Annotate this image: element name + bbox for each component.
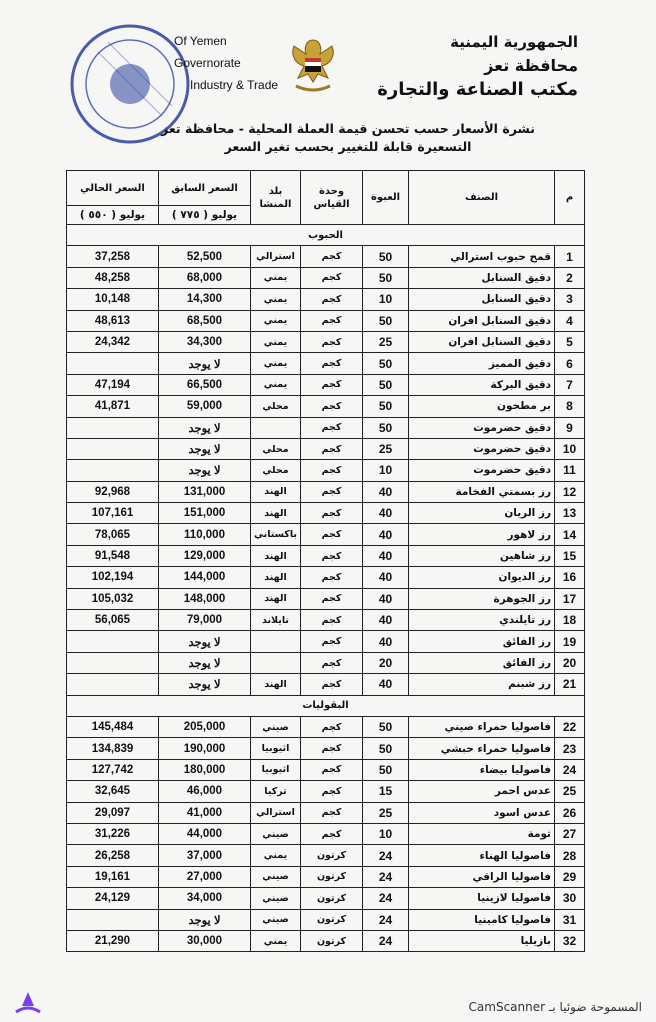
row-item-name: عدس اسود — [409, 802, 555, 823]
row-origin: يمني — [251, 845, 301, 866]
row-prev-price: 68,500 — [159, 310, 251, 331]
row-number: 9 — [555, 417, 585, 438]
row-curr-price — [67, 631, 159, 652]
row-origin — [251, 417, 301, 438]
row-unit: كجم — [301, 353, 363, 374]
row-pack: 50 — [363, 417, 409, 438]
row-curr-price: 29,097 — [67, 802, 159, 823]
row-item-name: دقيق حضرموت — [409, 460, 555, 481]
row-number: 18 — [555, 610, 585, 631]
row-unit: كجم — [301, 652, 363, 673]
row-origin: يمني — [251, 310, 301, 331]
row-unit: كجم — [301, 545, 363, 566]
row-origin: الهند — [251, 567, 301, 588]
row-curr-price: 78,065 — [67, 524, 159, 545]
row-prev-price: 205,000 — [159, 716, 251, 737]
table-row — [67, 674, 585, 695]
row-unit: كرتون — [301, 909, 363, 930]
section-row-grains — [67, 225, 585, 246]
row-pack: 40 — [363, 588, 409, 609]
row-origin: اثيوبيا — [251, 759, 301, 780]
row-number: 32 — [555, 930, 585, 951]
row-number: 4 — [555, 310, 585, 331]
row-curr-price: 24,342 — [67, 331, 159, 352]
row-unit: كجم — [301, 289, 363, 310]
row-item-name: فاصوليا لازينيا — [409, 888, 555, 909]
row-pack: 15 — [363, 781, 409, 802]
row-item-name: فاصوليا بيضاء — [409, 759, 555, 780]
row-unit: كجم — [301, 588, 363, 609]
row-origin: محلي — [251, 438, 301, 459]
row-item-name: بر مطحون — [409, 396, 555, 417]
row-curr-price — [67, 417, 159, 438]
row-prev-price: 37,000 — [159, 845, 251, 866]
row-origin: الهند — [251, 545, 301, 566]
row-pack: 24 — [363, 909, 409, 930]
row-pack: 40 — [363, 545, 409, 566]
table-row — [67, 545, 585, 566]
table-row — [67, 246, 585, 267]
table-row — [67, 353, 585, 374]
row-number: 27 — [555, 823, 585, 844]
row-pack: 50 — [363, 738, 409, 759]
header-en-line3: Industry & Trade — [190, 78, 279, 92]
header-en-line2: Governorate — [174, 56, 241, 70]
section-row-legumes — [67, 695, 585, 716]
col-subheader-curr: يوليو ( ٥٥٠ ) — [67, 206, 159, 225]
row-unit: كجم — [301, 396, 363, 417]
row-origin: اثيوبيا — [251, 738, 301, 759]
table-row — [67, 802, 585, 823]
row-unit: كجم — [301, 631, 363, 652]
row-origin: تركيا — [251, 781, 301, 802]
row-item-name: رز بسمتي الفخامة — [409, 481, 555, 502]
row-number: 30 — [555, 888, 585, 909]
row-curr-price — [67, 652, 159, 673]
row-unit: كجم — [301, 246, 363, 267]
row-number: 31 — [555, 909, 585, 930]
row-origin — [251, 631, 301, 652]
row-curr-price: 41,871 — [67, 396, 159, 417]
row-item-name: قمح حبوب استرالي — [409, 246, 555, 267]
row-curr-price: 24,129 — [67, 888, 159, 909]
row-curr-price — [67, 438, 159, 459]
table-header-row — [67, 171, 585, 206]
row-number: 29 — [555, 866, 585, 887]
row-pack: 50 — [363, 267, 409, 288]
row-prev-price: 151,000 — [159, 503, 251, 524]
row-prev-price: 27,000 — [159, 866, 251, 887]
row-prev-price: 190,000 — [159, 738, 251, 759]
row-item-name: رز الجوهرة — [409, 588, 555, 609]
row-number: 8 — [555, 396, 585, 417]
table-row — [67, 888, 585, 909]
row-curr-price: 48,613 — [67, 310, 159, 331]
row-item-name: رز لاهور — [409, 524, 555, 545]
table-row — [67, 845, 585, 866]
row-curr-price — [67, 674, 159, 695]
row-curr-price — [67, 353, 159, 374]
row-prev-price: 180,000 — [159, 759, 251, 780]
table-row — [67, 738, 585, 759]
table-row — [67, 524, 585, 545]
row-item-name: دقيق السنابل افران — [409, 331, 555, 352]
row-prev-price: لا يوجد — [159, 674, 251, 695]
section-title-grains: الحبوب — [67, 225, 585, 246]
title-line1: نشرة الأسعار حسب تحسن قيمة العملة المحلية - محافظة تعز — [161, 121, 535, 136]
header-ar-line3: مكتب الصناعة والتجارة — [377, 79, 578, 100]
row-prev-price: لا يوجد — [159, 353, 251, 374]
row-unit: كجم — [301, 567, 363, 588]
row-item-name: دقيق حضرموت — [409, 417, 555, 438]
row-item-name: رز الديوان — [409, 567, 555, 588]
col-header-pack: العبوة — [363, 171, 409, 225]
row-number: 3 — [555, 289, 585, 310]
row-unit: كجم — [301, 716, 363, 737]
row-curr-price: 127,742 — [67, 759, 159, 780]
row-item-name: رز الفائق — [409, 631, 555, 652]
row-prev-price: 144,000 — [159, 567, 251, 588]
table-row — [67, 267, 585, 288]
row-number: 5 — [555, 331, 585, 352]
row-prev-price: لا يوجد — [159, 652, 251, 673]
row-prev-price: 14,300 — [159, 289, 251, 310]
header-ar-line1: الجمهورية اليمنية — [450, 33, 578, 51]
row-prev-price: 66,500 — [159, 374, 251, 395]
row-item-name: فاصوليا حمراء حبشي — [409, 738, 555, 759]
row-pack: 40 — [363, 610, 409, 631]
row-number: 16 — [555, 567, 585, 588]
table-row — [67, 289, 585, 310]
row-unit: كجم — [301, 460, 363, 481]
row-origin: باكستاني — [251, 524, 301, 545]
row-origin: صيني — [251, 823, 301, 844]
row-unit: كجم — [301, 738, 363, 759]
row-origin: صيني — [251, 909, 301, 930]
row-curr-price: 21,290 — [67, 930, 159, 951]
row-unit: كجم — [301, 524, 363, 545]
table-row — [67, 503, 585, 524]
row-origin: يمني — [251, 331, 301, 352]
row-number: 28 — [555, 845, 585, 866]
table-row — [67, 716, 585, 737]
row-curr-price — [67, 460, 159, 481]
row-pack: 40 — [363, 524, 409, 545]
row-pack: 10 — [363, 823, 409, 844]
row-origin: تايلاند — [251, 610, 301, 631]
table-row — [67, 481, 585, 502]
row-pack: 40 — [363, 481, 409, 502]
row-pack: 40 — [363, 567, 409, 588]
row-item-name: بازيليا — [409, 930, 555, 951]
row-item-name: رز الريان — [409, 503, 555, 524]
row-prev-price: 34,000 — [159, 888, 251, 909]
row-curr-price: 19,161 — [67, 866, 159, 887]
row-pack: 50 — [363, 353, 409, 374]
table-row — [67, 460, 585, 481]
col-header-curr: السعر الحالي — [67, 171, 159, 206]
header-arabic — [377, 30, 578, 102]
row-pack: 40 — [363, 631, 409, 652]
row-number: 12 — [555, 481, 585, 502]
row-unit: كجم — [301, 481, 363, 502]
row-curr-price: 145,484 — [67, 716, 159, 737]
row-unit: كجم — [301, 674, 363, 695]
row-unit: كجم — [301, 503, 363, 524]
row-curr-price: 91,548 — [67, 545, 159, 566]
row-unit: كجم — [301, 781, 363, 802]
table-row — [67, 331, 585, 352]
row-item-name: عدس احمر — [409, 781, 555, 802]
row-item-name: فاصوليا الراقي — [409, 866, 555, 887]
row-curr-price: 48,258 — [67, 267, 159, 288]
row-origin: الهند — [251, 674, 301, 695]
row-prev-price: 44,000 — [159, 823, 251, 844]
row-number: 14 — [555, 524, 585, 545]
row-unit: كجم — [301, 267, 363, 288]
row-pack: 40 — [363, 503, 409, 524]
row-curr-price: 92,968 — [67, 481, 159, 502]
row-curr-price: 32,645 — [67, 781, 159, 802]
table-row — [67, 823, 585, 844]
row-origin: استرالي — [251, 246, 301, 267]
app-logo-icon — [10, 990, 46, 1016]
row-item-name: فاصوليا كامينيا — [409, 909, 555, 930]
row-curr-price: 107,161 — [67, 503, 159, 524]
row-prev-price: 129,000 — [159, 545, 251, 566]
row-item-name: دقيق البركة — [409, 374, 555, 395]
row-prev-price: 41,000 — [159, 802, 251, 823]
table-row — [67, 631, 585, 652]
row-item-name: فاصوليا الهناء — [409, 845, 555, 866]
row-prev-price: 34,300 — [159, 331, 251, 352]
col-header-num: م — [555, 171, 585, 225]
table-row — [67, 759, 585, 780]
row-number: 22 — [555, 716, 585, 737]
yemen-eagle-emblem-icon — [276, 34, 350, 98]
row-pack: 40 — [363, 674, 409, 695]
row-pack: 50 — [363, 246, 409, 267]
row-number: 19 — [555, 631, 585, 652]
row-unit: كرتون — [301, 930, 363, 951]
row-unit: كجم — [301, 759, 363, 780]
row-number: 15 — [555, 545, 585, 566]
row-number: 11 — [555, 460, 585, 481]
row-prev-price: 30,000 — [159, 930, 251, 951]
row-origin: يمني — [251, 374, 301, 395]
title-line2: التسعيرة قابلة للتغيير بحسب تغير السعر — [224, 139, 472, 154]
row-pack: 24 — [363, 888, 409, 909]
row-unit: كجم — [301, 310, 363, 331]
table-row — [67, 417, 585, 438]
table-row — [67, 909, 585, 930]
row-origin: استرالي — [251, 802, 301, 823]
row-item-name: رز تايلندي — [409, 610, 555, 631]
row-pack: 25 — [363, 802, 409, 823]
row-prev-price: لا يوجد — [159, 460, 251, 481]
row-number: 20 — [555, 652, 585, 673]
row-origin: محلي — [251, 396, 301, 417]
row-curr-price: 10,148 — [67, 289, 159, 310]
row-pack: 50 — [363, 310, 409, 331]
row-number: 10 — [555, 438, 585, 459]
col-subheader-prev: يوليو ( ٧٧٥ ) — [159, 206, 251, 225]
row-curr-price — [67, 909, 159, 930]
row-prev-price: 68,000 — [159, 267, 251, 288]
row-item-name: دقيق السنابل افران — [409, 310, 555, 331]
row-origin: صيني — [251, 716, 301, 737]
row-number: 7 — [555, 374, 585, 395]
row-curr-price: 47,194 — [67, 374, 159, 395]
row-pack: 50 — [363, 716, 409, 737]
row-item-name: ثومة — [409, 823, 555, 844]
row-unit: كجم — [301, 802, 363, 823]
header-english — [150, 30, 278, 96]
row-prev-price: 148,000 — [159, 588, 251, 609]
row-number: 21 — [555, 674, 585, 695]
row-number: 25 — [555, 781, 585, 802]
row-item-name: رز شبنم — [409, 674, 555, 695]
row-origin: صيني — [251, 866, 301, 887]
row-unit: كجم — [301, 610, 363, 631]
row-origin: الهند — [251, 481, 301, 502]
table-row — [67, 374, 585, 395]
header-ar-line2: محافظة تعز — [484, 56, 578, 75]
col-header-item: الصنف — [409, 171, 555, 225]
row-unit: كجم — [301, 374, 363, 395]
row-pack: 24 — [363, 930, 409, 951]
row-unit: كرتون — [301, 866, 363, 887]
row-prev-price: 46,000 — [159, 781, 251, 802]
row-origin: الهند — [251, 588, 301, 609]
row-number: 6 — [555, 353, 585, 374]
row-pack: 50 — [363, 396, 409, 417]
row-item-name: دقيق حضرموت — [409, 438, 555, 459]
row-prev-price: لا يوجد — [159, 909, 251, 930]
table-row — [67, 930, 585, 951]
row-curr-price: 102,194 — [67, 567, 159, 588]
row-number: 24 — [555, 759, 585, 780]
header-en-line1: Of Yemen — [174, 34, 227, 48]
row-item-name: دقيق السنابل — [409, 289, 555, 310]
row-number: 2 — [555, 267, 585, 288]
row-number: 26 — [555, 802, 585, 823]
row-number: 17 — [555, 588, 585, 609]
table-row — [67, 396, 585, 417]
row-origin: يمني — [251, 930, 301, 951]
row-item-name: رز شاهين — [409, 545, 555, 566]
row-origin: يمني — [251, 267, 301, 288]
row-curr-price: 134,839 — [67, 738, 159, 759]
row-prev-price: 52,500 — [159, 246, 251, 267]
row-curr-price: 31,226 — [67, 823, 159, 844]
row-unit: كجم — [301, 417, 363, 438]
row-pack: 25 — [363, 331, 409, 352]
row-prev-price: 79,000 — [159, 610, 251, 631]
row-unit: كجم — [301, 438, 363, 459]
price-table — [66, 170, 585, 952]
row-origin: محلي — [251, 460, 301, 481]
document-titles — [60, 120, 636, 156]
col-header-unit: وحدة القياس — [301, 171, 363, 225]
row-pack: 50 — [363, 374, 409, 395]
row-pack: 10 — [363, 289, 409, 310]
table-row — [67, 588, 585, 609]
table-row — [67, 610, 585, 631]
row-origin — [251, 652, 301, 673]
row-origin: الهند — [251, 503, 301, 524]
row-pack: 25 — [363, 438, 409, 459]
col-header-prev: السعر السابق — [159, 171, 251, 206]
row-curr-price: 56,065 — [67, 610, 159, 631]
row-unit: كرتون — [301, 845, 363, 866]
row-pack: 24 — [363, 866, 409, 887]
row-prev-price: لا يوجد — [159, 438, 251, 459]
table-row — [67, 438, 585, 459]
row-item-name: دقيق السنابل — [409, 267, 555, 288]
row-item-name: رز الفائق — [409, 652, 555, 673]
row-number: 13 — [555, 503, 585, 524]
row-prev-price: 110,000 — [159, 524, 251, 545]
row-unit: كرتون — [301, 888, 363, 909]
table-row — [67, 310, 585, 331]
row-origin: صيني — [251, 888, 301, 909]
row-pack: 24 — [363, 845, 409, 866]
row-curr-price: 105,032 — [67, 588, 159, 609]
table-row — [67, 866, 585, 887]
row-unit: كجم — [301, 823, 363, 844]
table-row — [67, 567, 585, 588]
row-item-name: فاصوليا حمراء صيني — [409, 716, 555, 737]
row-origin: يمني — [251, 353, 301, 374]
row-number: 1 — [555, 246, 585, 267]
col-header-origin: بلد المنشا — [251, 171, 301, 225]
row-pack: 50 — [363, 759, 409, 780]
table-row — [67, 652, 585, 673]
table-row — [67, 781, 585, 802]
row-pack: 20 — [363, 652, 409, 673]
row-unit: كجم — [301, 331, 363, 352]
row-curr-price: 26,258 — [67, 845, 159, 866]
row-prev-price: لا يوجد — [159, 631, 251, 652]
row-curr-price: 37,258 — [67, 246, 159, 267]
row-origin: يمني — [251, 289, 301, 310]
scanner-footer: المسموحة ضوئيا بـ CamScanner — [468, 1000, 642, 1014]
row-prev-price: 59,000 — [159, 396, 251, 417]
row-prev-price: لا يوجد — [159, 417, 251, 438]
row-number: 23 — [555, 738, 585, 759]
row-pack: 10 — [363, 460, 409, 481]
section-title-legumes: البقوليات — [67, 695, 585, 716]
row-item-name: دقيق المميز — [409, 353, 555, 374]
row-prev-price: 131,000 — [159, 481, 251, 502]
